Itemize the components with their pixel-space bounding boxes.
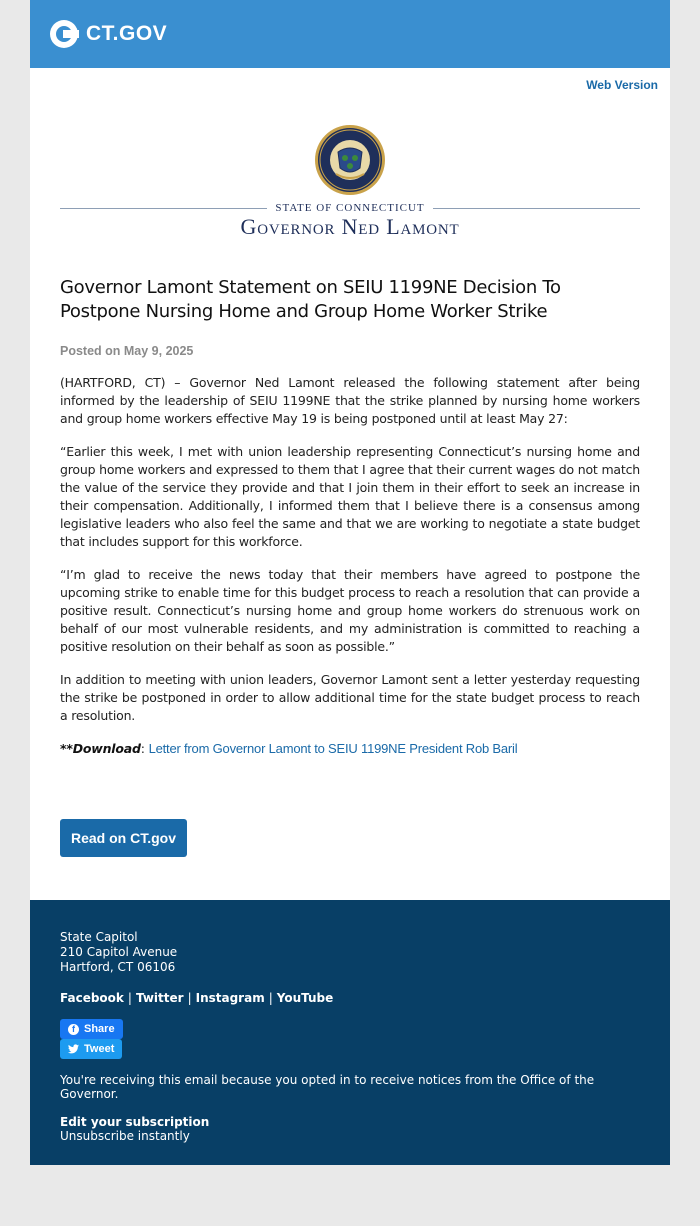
download-prefix: ** — [60, 741, 73, 756]
ct-logo-icon — [50, 20, 78, 48]
facebook-share-button[interactable] — [60, 1019, 123, 1039]
read-on-ctgov-button[interactable]: Read on CT.gov — [60, 819, 187, 857]
state-label-row — [60, 202, 640, 214]
logo-text: CT.GOV — [86, 22, 168, 45]
share-label: Share — [84, 1023, 115, 1035]
unsubscribe-link[interactable]: Unsubscribe instantly — [60, 1129, 190, 1143]
facebook-icon: f — [68, 1024, 79, 1035]
address-line-2: 210 Capitol Avenue — [60, 945, 178, 959]
download-label: Download — [72, 741, 141, 756]
download-colon: : — [140, 741, 145, 756]
address-block — [60, 930, 640, 975]
tweet-label: Tweet — [84, 1043, 115, 1055]
divider-right — [433, 208, 640, 209]
email-container — [30, 0, 670, 1165]
paragraph-4: In addition to meeting with union leaders, Governor Lamont sent a letter yesterday requesting the strike be postponed in order to allow additional time for the state budget process to reach a resolution. — [60, 672, 640, 723]
header — [30, 0, 670, 68]
footer — [30, 900, 670, 1165]
instagram-link[interactable]: Instagram — [195, 991, 265, 1005]
main-content — [30, 68, 670, 900]
state-seal-icon — [314, 124, 386, 196]
youtube-link[interactable]: YouTube — [276, 991, 334, 1005]
article-title: Governor Lamont Statement on SEIU 1199NE Decision To Postpone Nursing Home and Group Home Worker Strike — [60, 277, 561, 322]
divider-left — [60, 208, 267, 209]
ct-gov-logo[interactable] — [50, 20, 167, 48]
address-line-1: State Capitol — [60, 930, 138, 944]
paragraph-1: (HARTFORD, CT) – Governor Ned Lamont released the following statement after being informed by the leadership of SEIU 1199NE that the strike planned by nursing home workers and group home workers effective May 19 is being postponed until at least May 27: — [60, 375, 640, 426]
paragraph-3: “I’m glad to receive the news today that their members have agreed to postpone the upcoming strike to enable time for this budget process to reach a resolution that can provide a positive result. Connecticut’s nursing home and group home workers do strenuous work on behalf of our most vulnerable residents, and my administration is committed to reaching a positive resolution on their behalf as soon as possible.” — [60, 567, 640, 654]
address-line-3: Hartford, CT 06106 — [60, 960, 176, 974]
edit-subscription-link[interactable]: Edit your subscription — [60, 1115, 210, 1129]
posted-date: Posted on May 9, 2025 — [60, 344, 194, 358]
state-label: STATE OF CONNECTICUT — [275, 202, 425, 214]
twitter-bird-icon — [68, 1044, 79, 1054]
download-line — [60, 740, 640, 758]
paragraph-2: “Earlier this week, I met with union leadership representing Connecticut’s nursing home and group home workers and expressed to them that I agree that their current wages do not match the value of the service they provide and that I join them in their effort to seek an increase in their compensation. Additionally, I informed them that I believe there is a consensus among legislative leaders who also feel the same and that we are working to negotiate a state budget that includes support for this workforce. — [60, 444, 640, 549]
twitter-link[interactable]: Twitter — [135, 991, 184, 1005]
governor-seal — [30, 124, 670, 196]
facebook-link[interactable]: Facebook — [60, 991, 124, 1005]
subscription-notice: You're receiving this email because you opted in to receive notices from the Office of the Governor. — [60, 1073, 595, 1101]
share-buttons — [60, 1019, 640, 1059]
social-links: Facebook | Twitter | Instagram | YouTube — [60, 991, 334, 1005]
tweet-button[interactable] — [60, 1039, 122, 1059]
download-letter-link[interactable]: Letter from Governor Lamont to SEIU 1199NE President Rob Baril — [148, 741, 518, 756]
governor-name: Governor Ned Lamont — [240, 214, 460, 239]
web-version-link[interactable]: Web Version — [586, 78, 658, 92]
article-body — [60, 374, 640, 758]
